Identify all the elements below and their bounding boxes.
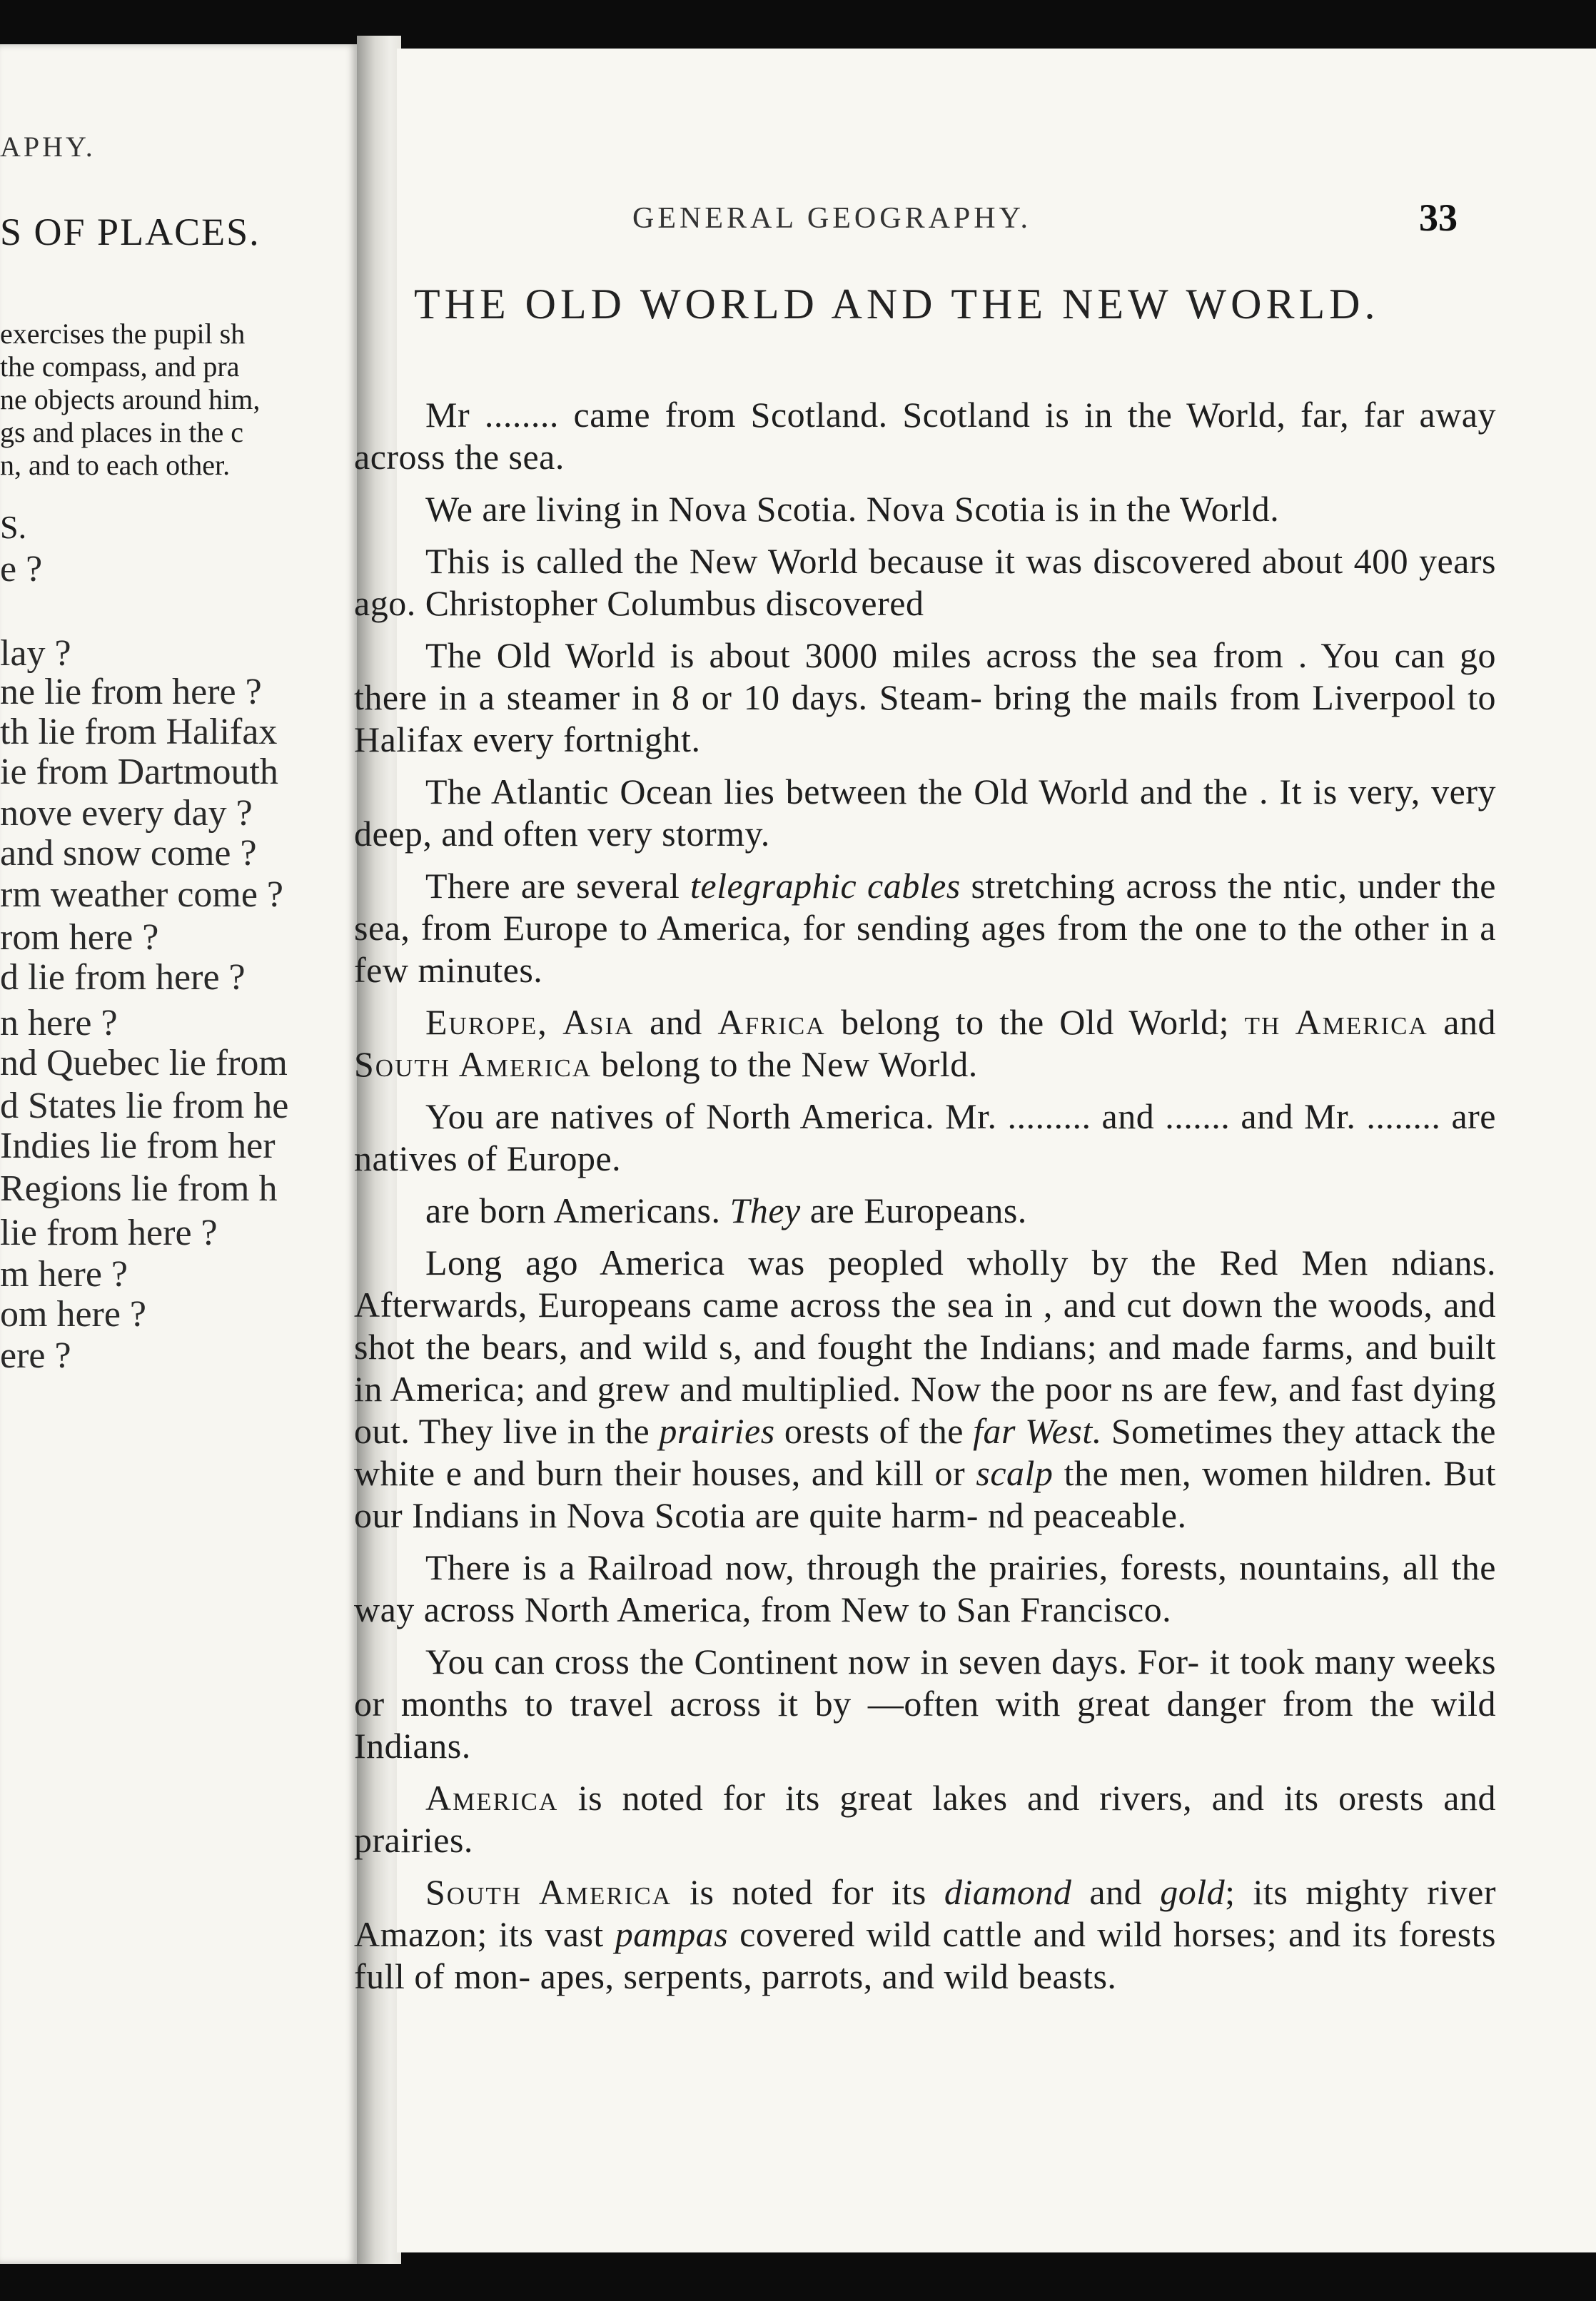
paragraph — [354, 1871, 1496, 1998]
left-intro-line: gs and places in the c — [0, 416, 243, 448]
text-run: and — [634, 1002, 718, 1042]
left-question: ere ? — [0, 1335, 71, 1376]
right-page — [354, 49, 1596, 2252]
small-caps: Europe, Asia — [425, 1002, 635, 1042]
left-marker: S. — [0, 509, 27, 545]
left-question: lie from here ? — [0, 1213, 218, 1253]
text-run: and — [1071, 1872, 1161, 1912]
paragraph: We are living in Nova Scotia. Nova Scotia is in the World. — [425, 489, 1280, 529]
left-intro-line: the compass, and pra — [0, 350, 240, 383]
paragraph — [354, 865, 1496, 991]
text-run: covered wild cattle and wild horses; and its forests full of mon- apes, serpents, parrots, and wild beasts. — [354, 1914, 1497, 1996]
left-question: m here ? — [0, 1254, 128, 1295]
left-question: rom here ? — [0, 917, 159, 958]
chapter-title: THE OLD WORLD AND THE NEW WORLD. — [414, 280, 1380, 328]
left-question: Indies lie from her — [0, 1126, 276, 1166]
paragraph: This is called the New World because it was discovered about 400 years ago. Christopher Columbus discovered — [354, 541, 1496, 623]
text-run: the men, women hildren. But our Indians in Nova Scotia are quite harm- nd peaceable. — [354, 1453, 1497, 1535]
paragraph: You are natives of North America. Mr. ......... and ....... and Mr. ........ are natives of Europe. — [354, 1096, 1496, 1178]
small-caps: th America — [1244, 1002, 1428, 1042]
left-question: and snow come ? — [0, 833, 257, 874]
text-run: Sometimes they attack the white e and burn their houses, and kill or — [354, 1411, 1496, 1493]
text-run: belong to the New World. — [592, 1044, 978, 1084]
left-question: lay ? — [0, 633, 71, 674]
text-run: ; its mighty river Amazon; its vast — [354, 1872, 1496, 1954]
paragraph: You can cross the Continent now in seven days. For- it took many weeks or months to travel across it by —often with great danger from the wild Indians. — [354, 1642, 1496, 1766]
left-question: e ? — [0, 549, 43, 590]
text-run: is noted for its great lakes and rivers, and its orests and prairies. — [354, 1778, 1496, 1860]
paragraph: The Old World is about 3000 miles across the sea from . You can go there in a steamer in 8 or 10 days. Steam- bring the mails from Liverpool to Halifax every fortnight. — [354, 635, 1496, 759]
paragraph — [354, 1777, 1496, 1861]
paragraph — [354, 1190, 1496, 1232]
paragraph — [354, 1242, 1496, 1537]
emphasis: gold — [1160, 1872, 1226, 1912]
small-caps: America — [425, 1778, 559, 1818]
text-run: are Europeans. — [800, 1190, 1027, 1230]
paragraph — [354, 1001, 1496, 1086]
left-question: d States lie from he — [0, 1086, 289, 1126]
left-question: d lie from here ? — [0, 957, 246, 998]
emphasis: scalp — [976, 1453, 1054, 1493]
left-running-head: APHY. — [0, 131, 96, 163]
emphasis: pampas — [615, 1914, 729, 1954]
text-run: is noted for its — [672, 1872, 944, 1912]
text-run: are born Americans. — [425, 1190, 730, 1230]
left-intro-line: n, and to each other. — [0, 449, 231, 481]
left-page — [0, 44, 357, 2264]
paragraph: Mr ........ came from Scotland. Scotland is in the World, far, far away across the sea. — [354, 395, 1496, 477]
scan-border — [0, 2264, 1596, 2301]
left-intro-line: exercises the pupil sh — [0, 318, 246, 350]
paragraph: There is a Railroad now, through the prairies, forests, nountains, all the way across North America, from New to San Francisco. — [354, 1547, 1496, 1629]
left-question: Regions lie from h — [0, 1168, 278, 1209]
left-intro-line: ne objects around him, — [0, 383, 261, 415]
page-number: 33 — [1419, 196, 1458, 239]
left-question: th lie from Halifax — [0, 712, 278, 752]
body-text — [354, 394, 1496, 2008]
left-question: ie from Dartmouth — [0, 752, 278, 792]
left-question: om here ? — [0, 1294, 147, 1335]
emphasis: telegraphic cables — [690, 866, 961, 906]
emphasis: far West. — [973, 1411, 1102, 1451]
small-caps: Africa — [717, 1002, 826, 1042]
left-question: nd Quebec lie from — [0, 1043, 288, 1083]
text-run: Long ago America was peopled wholly by the Red Men ndians. Afterwards, Europeans came across the sea in , and cut down the woods, and shot the bears, and wild s, and fought the Indians; and made farms, and built in America; and grew and multiplied. Now the poor ns are few, and fast dying out. They live in the — [354, 1243, 1496, 1451]
emphasis: They — [729, 1190, 801, 1230]
text-run: stretching across the ntic, under the sea, from Europe to America, for sending ages from the one to the other in a few minutes. — [354, 866, 1496, 990]
text-run: belong to the Old World; — [825, 1002, 1245, 1042]
text-run: and — [1428, 1002, 1496, 1042]
left-question: n here ? — [0, 1003, 118, 1043]
paragraph: The Atlantic Ocean lies between the Old World and the . It is very, very deep, and often very stormy. — [354, 772, 1496, 854]
emphasis: diamond — [944, 1872, 1072, 1912]
small-caps: South America — [425, 1872, 672, 1912]
left-question: rm weather come ? — [0, 874, 284, 915]
text-run: There are several — [425, 866, 691, 906]
running-head: GENERAL GEOGRAPHY. — [632, 202, 1032, 235]
small-caps: South America — [354, 1044, 592, 1084]
left-section-title: S OF PLACES. — [0, 211, 261, 253]
left-question: nove every day ? — [0, 793, 253, 834]
text-run: orests of the — [774, 1411, 974, 1451]
emphasis: prairies — [659, 1411, 775, 1451]
left-question: ne lie from here ? — [0, 672, 262, 712]
